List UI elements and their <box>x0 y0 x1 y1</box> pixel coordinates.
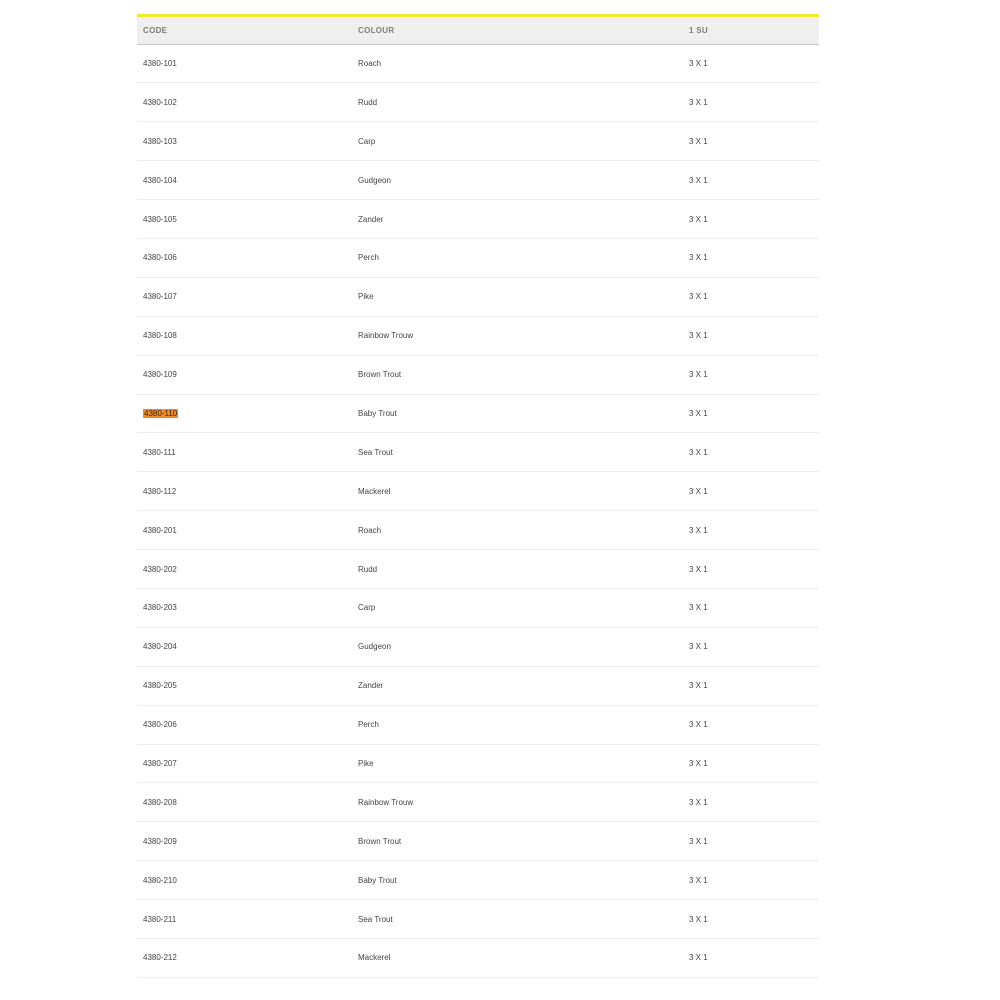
cell-code <box>137 44 352 83</box>
cell-code <box>137 783 352 822</box>
product-table-container <box>137 14 819 978</box>
table-row <box>137 472 819 511</box>
cell-code <box>137 550 352 589</box>
cell-code <box>137 316 352 355</box>
cell-su: 3 X 1 <box>689 758 708 768</box>
cell-su: 3 X 1 <box>689 875 708 885</box>
table-body <box>137 44 819 977</box>
cell-code <box>137 900 352 939</box>
table-row <box>137 161 819 200</box>
cell-su: 3 X 1 <box>689 331 708 341</box>
code-text: 4380-201 <box>143 525 177 535</box>
code-text: 4380-209 <box>143 836 177 846</box>
cell-colour: Carp <box>358 136 376 146</box>
cell-colour: Rainbow Trouw <box>358 797 414 807</box>
table-row <box>137 44 819 83</box>
cell-su: 3 X 1 <box>689 58 708 68</box>
cell-code <box>137 822 352 861</box>
table-row <box>137 900 819 939</box>
table-row <box>137 238 819 277</box>
table-row <box>137 666 819 705</box>
code-text: 4380-106 <box>143 253 177 263</box>
cell-su: 3 X 1 <box>689 175 708 185</box>
cell-colour: Rudd <box>358 564 378 574</box>
cell-colour: Brown Trout <box>358 370 402 380</box>
table-row <box>137 200 819 239</box>
code-text: 4380-212 <box>143 953 177 963</box>
cell-su: 3 X 1 <box>689 370 708 380</box>
cell-code <box>137 472 352 511</box>
code-text: 4380-207 <box>143 758 177 768</box>
cell-colour: Carp <box>358 603 376 613</box>
column-header-code[interactable]: CODE <box>137 17 352 44</box>
code-text: 4380-101 <box>143 58 177 68</box>
cell-code <box>137 161 352 200</box>
code-text: 4380-211 <box>143 914 177 924</box>
cell-colour: Perch <box>358 253 379 263</box>
cell-code <box>137 511 352 550</box>
cell-code <box>137 938 352 977</box>
code-text: 4380-206 <box>143 720 177 730</box>
cell-colour: Sea Trout <box>358 914 393 924</box>
product-table <box>137 17 819 978</box>
highlighted-code-text: 4380-110 <box>144 408 178 418</box>
cell-su: 3 X 1 <box>689 292 708 302</box>
cell-code <box>137 277 352 316</box>
table-row <box>137 938 819 977</box>
column-header-su[interactable]: 1 SU <box>683 17 819 44</box>
cell-colour: Pike <box>358 758 374 768</box>
cell-su: 3 X 1 <box>689 97 708 107</box>
code-text: 4380-203 <box>143 603 177 613</box>
cell-su: 3 X 1 <box>689 720 708 730</box>
table-row <box>137 355 819 394</box>
cell-su: 3 X 1 <box>689 642 708 652</box>
code-text: 4380-107 <box>143 292 177 302</box>
cell-su: 3 X 1 <box>689 564 708 574</box>
cell-colour: Rainbow Trouw <box>358 331 414 341</box>
cell-colour: Pike <box>358 292 374 302</box>
table-row <box>137 511 819 550</box>
cell-code <box>137 394 352 433</box>
code-text: 4380-104 <box>143 175 177 185</box>
cell-su: 3 X 1 <box>689 447 708 457</box>
code-text: 4380-103 <box>143 136 177 146</box>
cell-code <box>137 627 352 666</box>
cell-colour: Mackerel <box>358 953 391 963</box>
cell-code <box>137 83 352 122</box>
table-row <box>137 316 819 355</box>
cell-su: 3 X 1 <box>689 214 708 224</box>
header-row <box>137 17 819 44</box>
code-text: 4380-210 <box>143 875 177 885</box>
column-header-colour[interactable]: COLOUR <box>352 17 683 44</box>
code-text: 4380-205 <box>143 681 177 691</box>
table-row <box>137 861 819 900</box>
code-text: 4380-112 <box>143 486 177 496</box>
cell-su: 3 X 1 <box>689 408 708 418</box>
cell-su: 3 X 1 <box>689 525 708 535</box>
cell-colour: Baby Trout <box>358 408 397 418</box>
cell-code <box>137 355 352 394</box>
cell-code <box>137 200 352 239</box>
code-text: 4380-204 <box>143 642 177 652</box>
cell-colour: Zander <box>358 681 384 691</box>
code-text: 4380-208 <box>143 797 177 807</box>
cell-code <box>137 666 352 705</box>
cell-colour: Perch <box>358 720 379 730</box>
cell-code <box>137 122 352 161</box>
cell-colour: Gudgeon <box>358 175 391 185</box>
code-text: 4380-111 <box>143 447 176 457</box>
cell-code <box>137 705 352 744</box>
table-row <box>137 394 819 433</box>
table-row <box>137 433 819 472</box>
table-row <box>137 744 819 783</box>
cell-code <box>137 238 352 277</box>
cell-colour: Baby Trout <box>358 875 397 885</box>
table-row <box>137 550 819 589</box>
cell-code <box>137 433 352 472</box>
code-text: 4380-102 <box>143 97 177 107</box>
cell-code <box>137 744 352 783</box>
cell-colour: Gudgeon <box>358 642 391 652</box>
cell-colour: Brown Trout <box>358 836 402 846</box>
cell-su: 3 X 1 <box>689 136 708 146</box>
cell-su: 3 X 1 <box>689 486 708 496</box>
code-text: 4380-109 <box>143 370 177 380</box>
table-row <box>137 588 819 627</box>
table-row <box>137 822 819 861</box>
code-text: 4380-108 <box>143 331 177 341</box>
table-row <box>137 122 819 161</box>
cell-su: 3 X 1 <box>689 253 708 263</box>
code-text: 4380-105 <box>143 214 177 224</box>
cell-colour: Rudd <box>358 97 378 107</box>
table-header <box>137 17 819 44</box>
cell-colour: Mackerel <box>358 486 391 496</box>
cell-colour: Roach <box>358 525 382 535</box>
cell-su: 3 X 1 <box>689 836 708 846</box>
cell-colour: Roach <box>358 58 382 68</box>
cell-su: 3 X 1 <box>689 603 708 613</box>
table-row <box>137 83 819 122</box>
table-row <box>137 627 819 666</box>
cell-code <box>137 861 352 900</box>
cell-su: 3 X 1 <box>689 914 708 924</box>
cell-colour: Zander <box>358 214 384 224</box>
cell-su: 3 X 1 <box>689 797 708 807</box>
table-row <box>137 705 819 744</box>
cell-su: 3 X 1 <box>689 681 708 691</box>
cell-su: 3 X 1 <box>689 953 708 963</box>
cell-code <box>137 588 352 627</box>
table-row <box>137 783 819 822</box>
table-row <box>137 277 819 316</box>
code-text: 4380-202 <box>143 564 177 574</box>
cell-colour: Sea Trout <box>358 447 393 457</box>
